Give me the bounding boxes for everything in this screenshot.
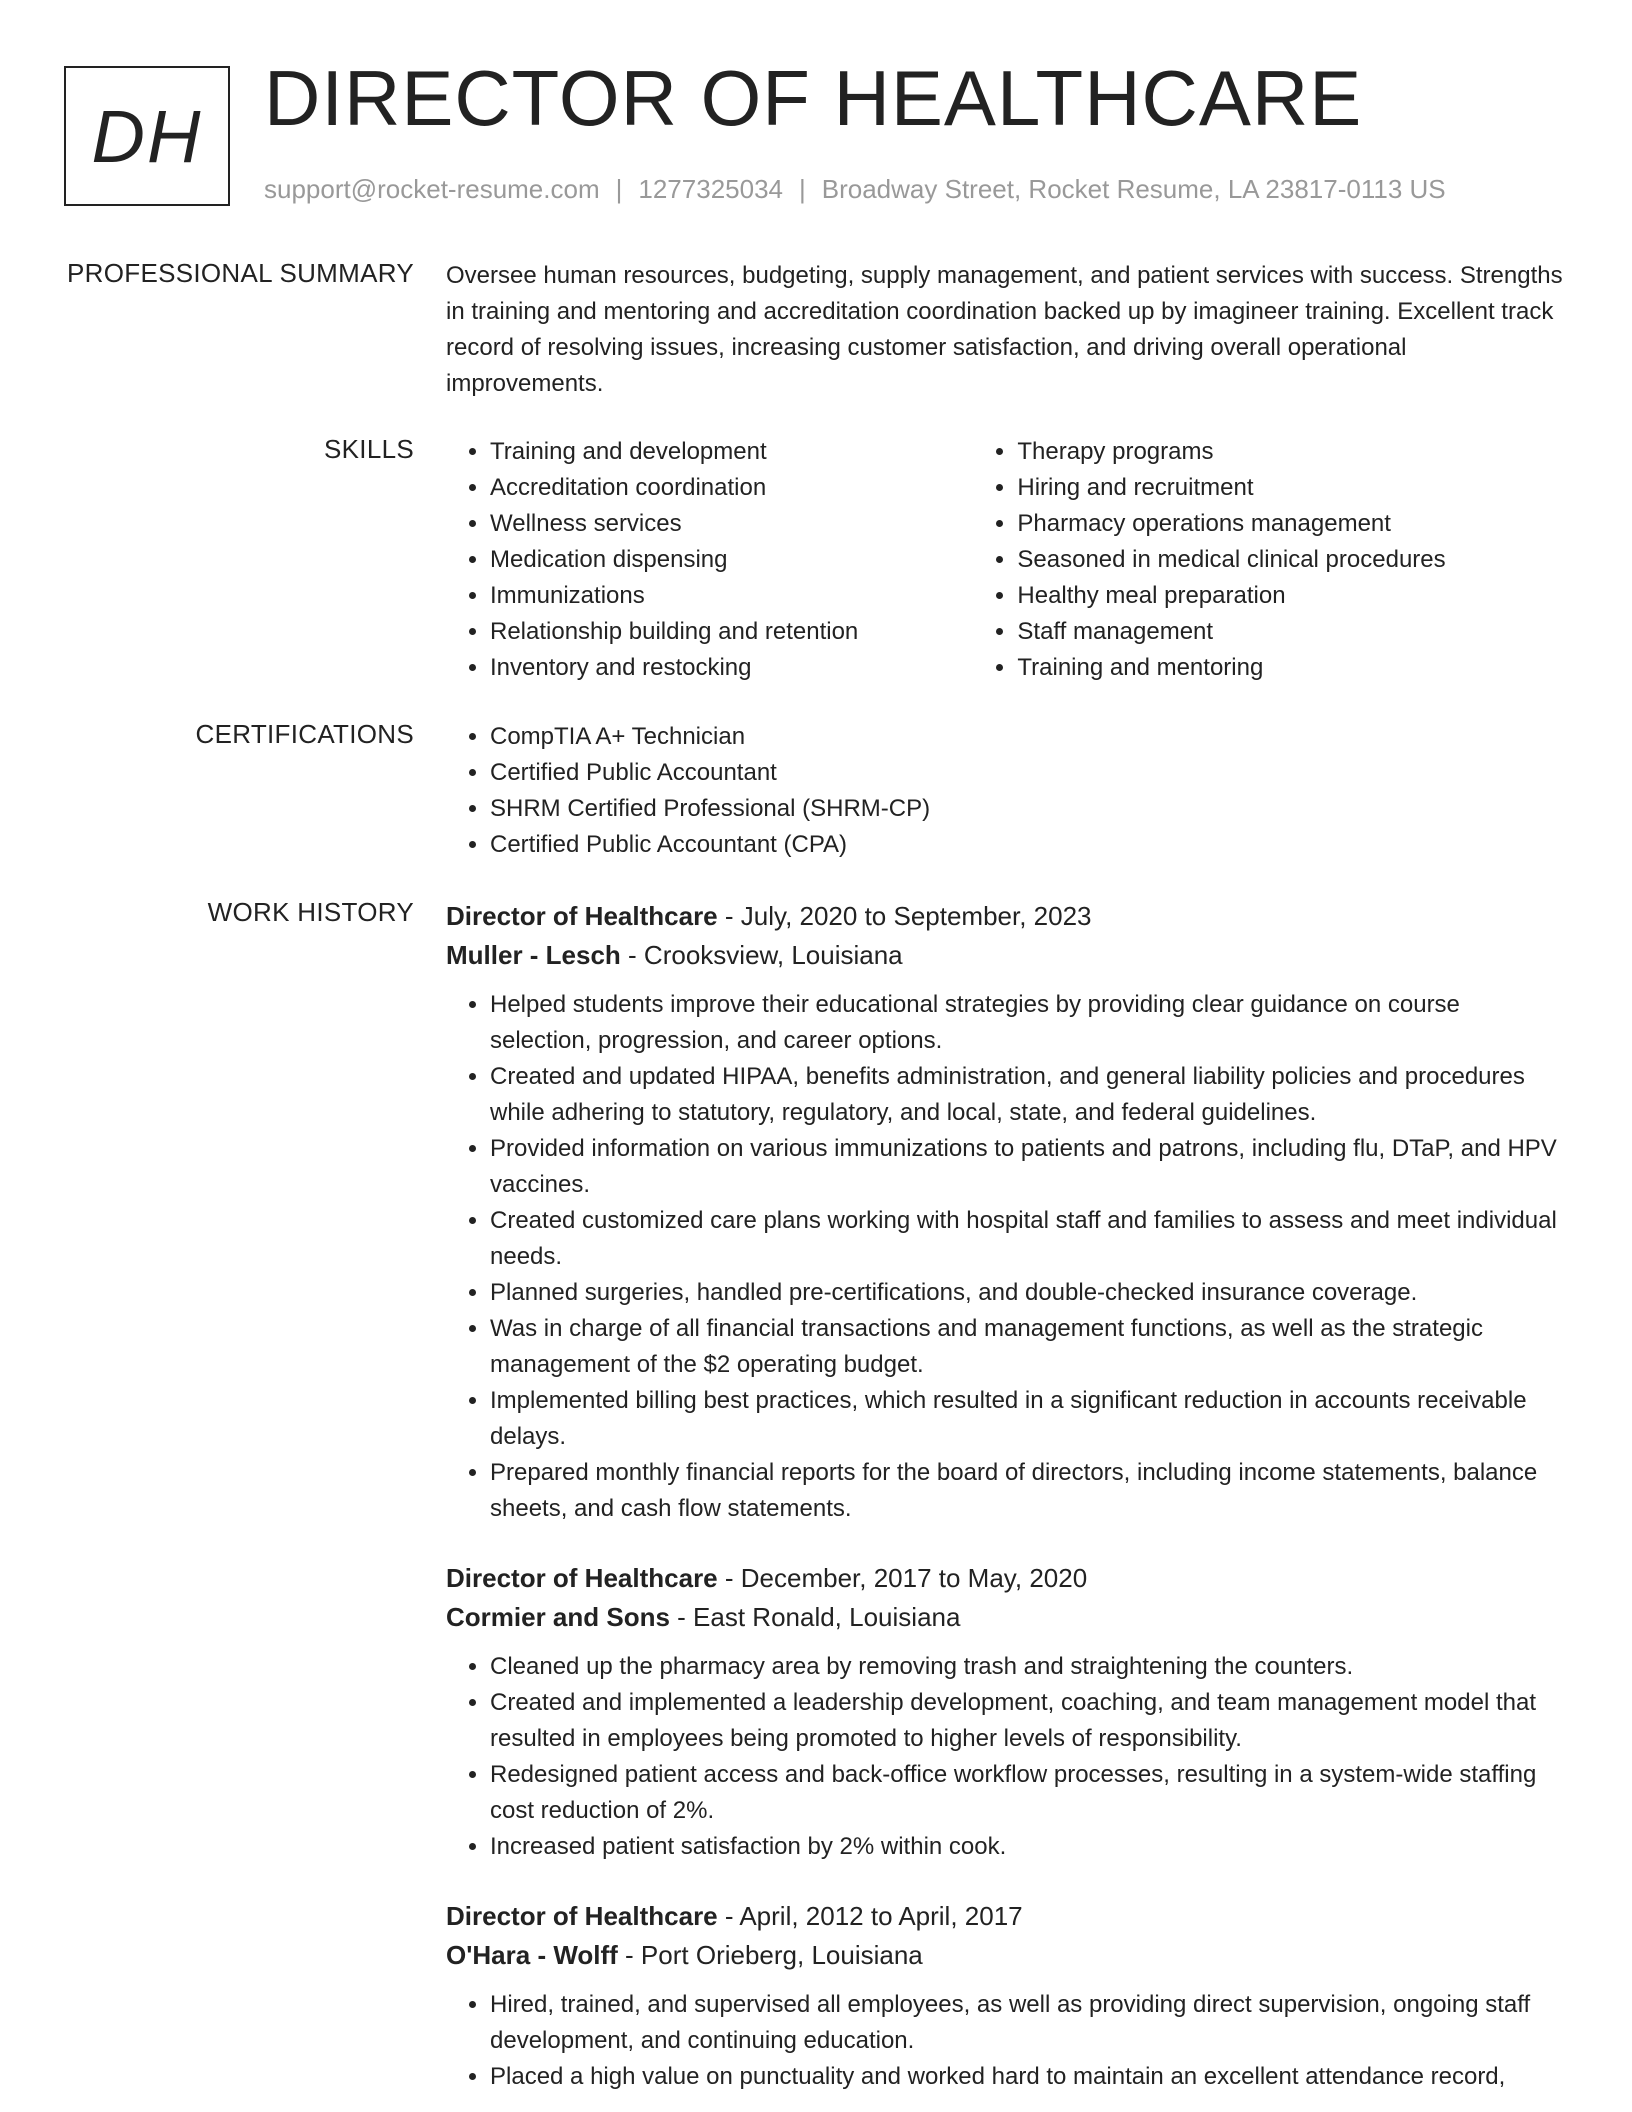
contact-separator: | bbox=[799, 174, 806, 204]
skills-grid bbox=[446, 434, 1566, 686]
skill-item: • Medication dispensing bbox=[490, 542, 973, 578]
contact-separator: | bbox=[615, 174, 623, 204]
job-dates: - July, 2020 to September, 2023 bbox=[717, 901, 1092, 931]
job-title: Director of Healthcare bbox=[446, 1901, 718, 1931]
certification-item: • CompTIA A+ Technician bbox=[490, 719, 1566, 755]
job-title-line bbox=[446, 897, 1566, 935]
job-bullets bbox=[446, 1649, 1566, 1865]
job-bullet: • Was in charge of all financial transactions and management functions, as well as the strategic management of the $2 operating budget. bbox=[490, 1311, 1566, 1383]
job-title: Director of Healthcare bbox=[446, 1563, 718, 1593]
job-entry bbox=[446, 897, 1566, 1527]
skill-item: • Staff management bbox=[1017, 614, 1566, 650]
job-location: - Port Orieberg, Louisiana bbox=[617, 1940, 923, 1970]
skill-item: • Relationship building and retention bbox=[490, 614, 973, 650]
job-title: Director of Healthcare bbox=[446, 901, 718, 931]
certification-item: • Certified Public Accountant bbox=[490, 755, 1566, 791]
job-bullets bbox=[446, 1987, 1566, 2095]
section-label-skills: SKILLS bbox=[324, 434, 414, 464]
skill-item: • Immunizations bbox=[490, 578, 973, 614]
job-bullet: • Helped students improve their educational strategies by providing clear guidance on course selection, progression, and career options. bbox=[490, 987, 1566, 1059]
job-company-line bbox=[446, 1935, 1566, 1975]
job-title-line bbox=[446, 1897, 1566, 1935]
job-company: Cormier and Sons bbox=[446, 1602, 670, 1632]
skill-item: • Training and mentoring bbox=[1017, 650, 1566, 686]
job-bullet: • Planned surgeries, handled pre-certifications, and double-checked insurance coverage. bbox=[490, 1275, 1566, 1311]
skill-item: • Pharmacy operations management bbox=[1017, 506, 1566, 542]
job-location: - East Ronald, Louisiana bbox=[669, 1602, 961, 1632]
job-bullet: • Created customized care plans working with hospital staff and families to assess and meet individual needs. bbox=[490, 1203, 1566, 1275]
summary-body bbox=[446, 258, 1566, 402]
skills-list-left bbox=[446, 434, 973, 686]
job-bullet: • Provided information on various immunizations to patients and patrons, including flu, DTaP, and HPV vaccines. bbox=[490, 1131, 1566, 1203]
certification-item: • Certified Public Accountant (CPA) bbox=[490, 827, 1566, 863]
job-entry bbox=[446, 1559, 1566, 1865]
job-bullet: • Redesigned patient access and back-office workflow processes, resulting in a system-wide staffing cost reduction of 2%. bbox=[490, 1757, 1566, 1829]
job-bullet: • Cleaned up the pharmacy area by removing trash and straightening the counters. bbox=[490, 1649, 1566, 1685]
job-bullet: • Hired, trained, and supervised all employees, as well as providing direct supervision, ongoing staff development, and continuing education. bbox=[490, 1987, 1566, 2059]
job-bullets bbox=[446, 987, 1566, 1527]
job-entry bbox=[446, 1897, 1566, 2095]
skill-item: • Therapy programs bbox=[1017, 434, 1566, 470]
job-dates: - April, 2012 to April, 2017 bbox=[717, 1901, 1023, 1931]
job-location: - Crooksview, Louisiana bbox=[620, 940, 903, 970]
skill-item: • Accreditation coordination bbox=[490, 470, 973, 506]
skill-item: • Healthy meal preparation bbox=[1017, 578, 1566, 614]
section-label-certifications: CERTIFICATIONS bbox=[195, 719, 414, 749]
job-company-line bbox=[446, 1597, 1566, 1637]
section-label-work-history: WORK HISTORY bbox=[207, 897, 414, 927]
job-company-line bbox=[446, 935, 1566, 975]
section-label-summary: PROFESSIONAL SUMMARY bbox=[67, 258, 414, 288]
page-title: DIRECTOR OF HEALTHCARE bbox=[264, 54, 1363, 142]
job-dates: - December, 2017 to May, 2020 bbox=[717, 1563, 1088, 1593]
job-title-line bbox=[446, 1559, 1566, 1597]
job-bullet: • Prepared monthly financial reports for the board of directors, including income statements, balance sheets, and cash flow statements. bbox=[490, 1455, 1566, 1527]
job-bullet: • Placed a high value on punctuality and worked hard to maintain an excellent attendance record, bbox=[490, 2059, 1566, 2095]
initials-monogram: DH bbox=[64, 66, 230, 206]
contact-email: support@rocket-resume.com bbox=[264, 174, 600, 204]
job-company: Muller - Lesch bbox=[446, 940, 621, 970]
skill-item: • Seasoned in medical clinical procedures bbox=[1017, 542, 1566, 578]
job-bullet: • Implemented billing best practices, which resulted in a significant reduction in accounts receivable delays. bbox=[490, 1383, 1566, 1455]
skills-list-right bbox=[973, 434, 1566, 686]
certifications-body bbox=[446, 719, 1566, 863]
contact-phone: 1277325034 bbox=[638, 174, 783, 204]
contact-address: Broadway Street, Rocket Resume, LA 23817-0113 US bbox=[821, 174, 1446, 204]
summary-text: Oversee human resources, budgeting, supply management, and patient services with success. Strengths in training and mentoring and accreditation coordination backed up by imagineer training. Excellent track record of resolving issues, increasing customer satisfaction, and driving overall operational improvements. bbox=[446, 262, 1563, 397]
contact-line bbox=[264, 174, 1446, 205]
certification-item: • SHRM Certified Professional (SHRM-CP) bbox=[490, 791, 1566, 827]
skill-item: • Wellness services bbox=[490, 506, 973, 542]
skill-item: • Hiring and recruitment bbox=[1017, 470, 1566, 506]
job-bullet: • Created and updated HIPAA, benefits administration, and general liability policies and procedures while adhering to statutory, regulatory, and local, state, and federal guidelines. bbox=[490, 1059, 1566, 1131]
certifications-list bbox=[446, 719, 1566, 863]
job-company: O'Hara - Wolff bbox=[446, 1940, 618, 1970]
skill-item: • Training and development bbox=[490, 434, 973, 470]
job-bullet: • Created and implemented a leadership development, coaching, and team management model that resulted in employees being promoted to higher levels of responsibility. bbox=[490, 1685, 1566, 1757]
job-bullet: • Increased patient satisfaction by 2% within cook. bbox=[490, 1829, 1566, 1865]
work-history-body bbox=[446, 897, 1566, 2095]
skill-item: • Inventory and restocking bbox=[490, 650, 973, 686]
